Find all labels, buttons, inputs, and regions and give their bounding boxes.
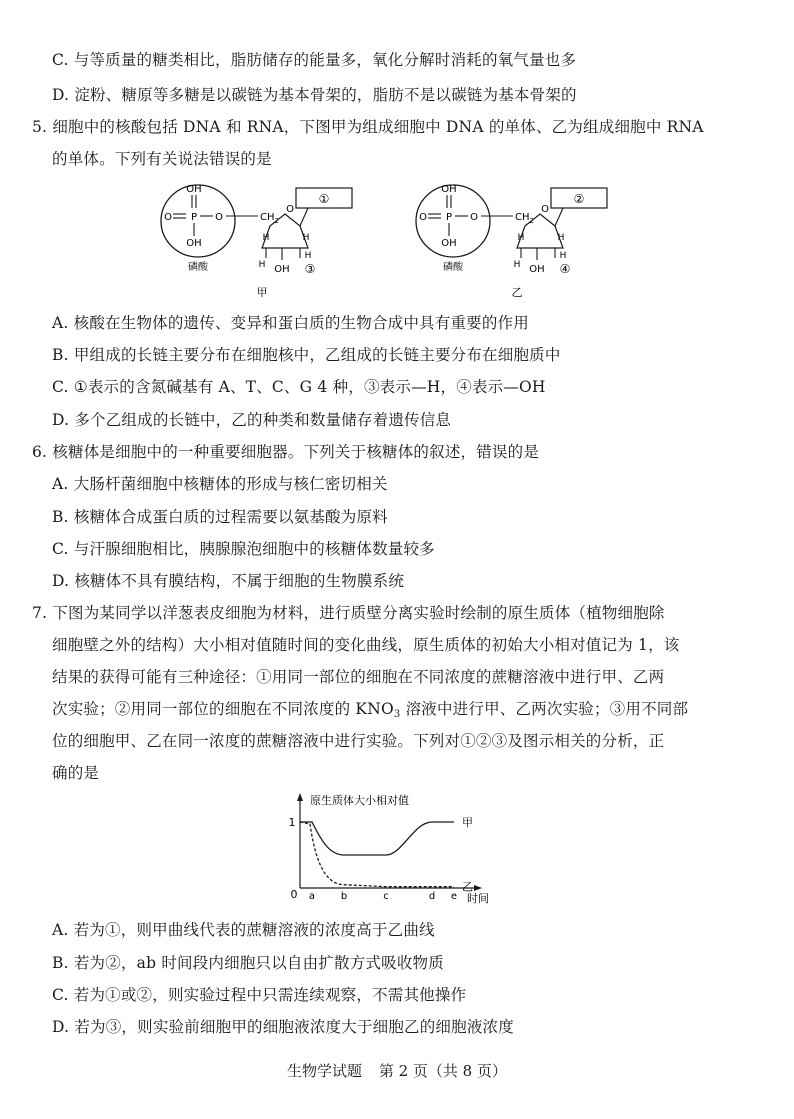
q5-stem-line1: 5. 细胞中的核酸包括 DNA 和 RNA，下图甲为组成细胞中 DNA 的单体、乙为组成细胞中 RNA: [32, 118, 704, 136]
q7-stem-line5: 位的细胞甲、乙在同一浓度的蔗糖溶液中进行实验。下列对①②③及图示相关的分析，正: [52, 732, 665, 750]
ch2-label: $CH_2$: [515, 212, 534, 225]
position-mark: ④: [559, 262, 571, 276]
q7-option-d: D. 若为③，则实验前细胞甲的细胞液浓度大于细胞乙的细胞液浓度: [52, 1018, 514, 1036]
phosphorus-label: P: [190, 212, 198, 223]
series-line-yi: [300, 822, 454, 887]
h-label: H: [258, 260, 266, 270]
q7-stem-line4-part1: 次实验；②用同一部位的细胞在不同浓度的 KNO: [52, 700, 394, 718]
oh-bottom-label: OH: [186, 238, 202, 249]
q5-option-b: B. 甲组成的长链主要分布在细胞核中，乙组成的长链主要分布在细胞质中: [52, 346, 561, 364]
ring-oxygen-label: O: [286, 204, 294, 215]
x-tick-e: e: [450, 891, 458, 902]
subscript-3: 3: [393, 709, 401, 720]
rna-monomer-diagram: [416, 184, 607, 299]
footer-subject: 生物学试题: [287, 1062, 363, 1080]
oh-label: OH: [529, 264, 545, 275]
x-tick-c: c: [383, 891, 389, 902]
q6-option-c: C. 与汗腺细胞相比，胰腺腺泡细胞中的核糖体数量较多: [52, 540, 435, 558]
phosphate-label: 磷酸: [188, 262, 208, 273]
o-double-label: O: [164, 212, 172, 223]
q7-stem-line4-part2: 溶液中进行甲、乙两次实验；③用不同部: [400, 700, 689, 718]
y-axis-arrow: [297, 793, 303, 801]
o-double-label: O: [419, 212, 427, 223]
q5-option-d: D. 多个乙组成的长链中，乙的种类和数量储存着遗传信息: [52, 411, 452, 429]
page-footer: [0, 1060, 794, 1081]
oh-label: OH: [274, 264, 290, 275]
base-mark: ①: [318, 192, 330, 206]
q7-option-c: C. 若为①或②，则实验过程中只需连续观察，不需其他操作: [52, 986, 467, 1004]
x-tick-d: d: [428, 891, 436, 902]
base-mark: ②: [573, 192, 585, 206]
origin-label: 0: [290, 888, 298, 901]
y-axis-label: 原生质体大小相对值: [310, 794, 409, 807]
protoplast-size-chart: [282, 790, 502, 905]
q5-option-a: A. 核酸在生物体的遗传、变异和蛋白质的生物合成中具有重要的作用: [52, 314, 529, 332]
phosphorus-label: P: [445, 212, 453, 223]
q5-nucleotide-figure: [150, 178, 630, 300]
q7-stem-line6: 确的是: [52, 764, 100, 782]
o-bridge-label: O: [470, 212, 478, 223]
q7-stem-line1: 7. 下图为某同学以洋葱表皮细胞为材料，进行质壁分离实验时绘制的原生质体（植物细胞除: [32, 604, 665, 622]
footer-page-number: 第 2 页（共 8 页）: [378, 1062, 507, 1080]
series-label-yi: 乙: [462, 880, 473, 894]
q6-stem: 6. 核糖体是细胞中的一种重要细胞器。下列关于核糖体的叙述，错误的是: [32, 443, 540, 461]
dna-monomer-diagram: [161, 184, 352, 299]
q7-stem-line3: 结果的获得可能有三种途径：①用同一部位的细胞在不同浓度的蔗糖溶液中进行甲、乙两: [52, 668, 665, 686]
ring-oxygen-label: O: [541, 204, 549, 215]
h-label: H: [517, 233, 525, 243]
x-axis-label: 时间: [467, 892, 489, 905]
x-tick-b: b: [340, 891, 348, 902]
q6-option-d: D. 核糖体不具有膜结构，不属于细胞的生物膜系统: [52, 572, 405, 590]
h-label: H: [557, 233, 565, 243]
x-axis-arrow: [474, 885, 482, 891]
series-label-jia: 甲: [462, 816, 473, 829]
x-tick-a: a: [308, 891, 316, 902]
oh-top-label: OH: [441, 184, 457, 195]
oh-bottom-label: OH: [441, 238, 457, 249]
figure-caption-yi: 乙: [511, 286, 523, 299]
q7-option-b: B. 若为②，ab 时间段内细胞只以自由扩散方式吸收物质: [52, 954, 444, 972]
h-label: H: [559, 251, 567, 261]
q7-stem-line2: 细胞壁之外的结构）大小相对值随时间的变化曲线，原生质体的初始大小相对值记为 1，该: [52, 636, 680, 654]
h-label: H: [302, 233, 310, 243]
y-tick-1: 1: [288, 816, 296, 829]
o-bridge-label: O: [215, 212, 223, 223]
oh-top-label: OH: [186, 184, 202, 195]
h-label: H: [262, 233, 270, 243]
q4-option-c: C. 与等质量的糖类相比，脂肪储存的能量多，氧化分解时消耗的氧气量也多: [52, 51, 577, 69]
position-mark: ③: [304, 262, 316, 276]
ch2-label: $CH_2$: [260, 212, 279, 225]
h-label: H: [513, 260, 521, 270]
q6-option-b: B. 核糖体合成蛋白质的过程需要以氨基酸为原料: [52, 508, 388, 526]
q6-option-a: A. 大肠杆菌细胞中核糖体的形成与核仁密切相关: [52, 475, 388, 493]
q4-option-d: D. 淀粉、糖原等多糖是以碳链为基本骨架的，脂肪不是以碳链为基本骨架的: [52, 86, 577, 104]
h-label: H: [304, 251, 312, 261]
series-line-jia: [300, 822, 454, 855]
q5-option-c: C. ①表示的含氮碱基有 A、T、C、G 4 种，③表示—H，④表示—OH: [52, 378, 546, 396]
phosphate-label: 磷酸: [443, 262, 463, 273]
figure-caption-jia: 甲: [256, 286, 268, 299]
q7-option-a: A. 若为①，则甲曲线代表的蔗糖溶液的浓度高于乙曲线: [52, 921, 435, 939]
q7-stem-line4: [52, 699, 688, 719]
q5-stem-line2: 的单体。下列有关说法错误的是: [52, 150, 272, 168]
